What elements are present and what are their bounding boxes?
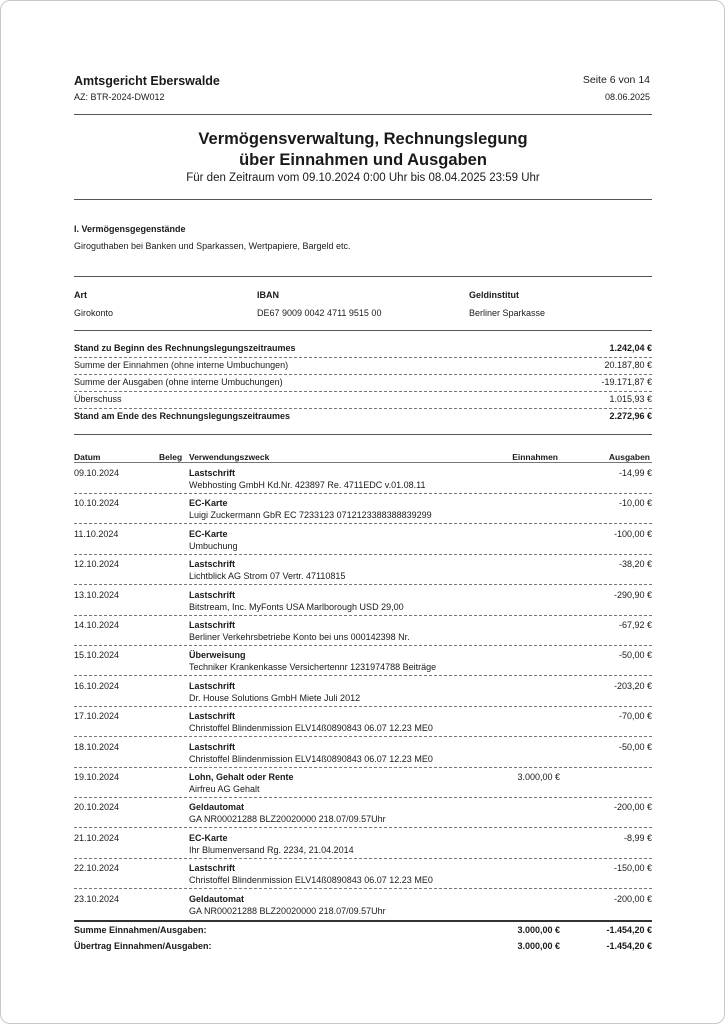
summary-row-income [74, 357, 652, 375]
row-income: 3.000,00 € [517, 772, 560, 782]
row-type: Lastschrift [189, 468, 236, 478]
table-row [74, 858, 652, 889]
row-description: Luigi Zuckermann GbR EC 7233123 0712123388388839299 [189, 510, 432, 521]
summary-row-opening [74, 340, 652, 358]
row-date: 16.10.2024 [74, 680, 120, 691]
row-expense: -200,00 € [613, 893, 652, 904]
row-expense: -50,00 € [618, 741, 652, 752]
row-expense: -50,00 € [618, 650, 652, 661]
table-row [74, 706, 652, 737]
table-row [74, 585, 652, 616]
row-type: EC-Karte [189, 498, 228, 509]
row-type: Lastschrift [189, 559, 236, 570]
col-header-purpose: Verwendungszweck [189, 452, 270, 462]
totals-income: 3.000,00 € [517, 941, 560, 951]
row-date: 09.10.2024 [74, 468, 120, 478]
row-type: Lastschrift [189, 741, 236, 752]
col-header-income: Einnahmen [512, 452, 558, 462]
row-description: Berliner Verkehrsbetriebe Konto bei uns 000142398 Nr. [189, 632, 410, 642]
row-description: GA NR00021288 BLZ20020000 218.07/09.57Uhr [189, 814, 386, 825]
case-number: AZ: BTR-2024-DW012 [74, 92, 165, 102]
row-date: 15.10.2024 [74, 650, 120, 661]
period-subtitle: Für den Zeitraum vom 09.10.2024 0:00 Uhr bis 08.04.2025 23:59 Uhr [186, 172, 540, 184]
table-divider-top [74, 434, 652, 435]
title-line-1: Vermögensverwaltung, Rechnungslegung [198, 130, 528, 148]
totals-expense: -1.454,20 € [606, 941, 652, 951]
totals-row-sum [74, 921, 652, 938]
table-row [74, 463, 652, 494]
account-type-label: Art [74, 290, 87, 300]
row-date: 18.10.2024 [74, 741, 120, 752]
row-description: Dr. House Solutions GmbH Miete Juli 2012 [189, 692, 361, 703]
table-row [74, 676, 652, 707]
row-type: Geldautomat [189, 802, 245, 813]
row-expense: -150,00 € [613, 863, 652, 874]
row-date: 19.10.2024 [74, 772, 120, 782]
row-date: 11.10.2024 [74, 528, 119, 539]
row-description: Christoffel Blindenmission ELV14ß0890843 06.07 12.23 ME0 [189, 875, 433, 886]
table-row [74, 645, 652, 676]
row-description: Lichtblick AG Strom 07 Vertr. 47110815 [189, 571, 346, 582]
row-type: Geldautomat [189, 893, 245, 904]
court-name: Amtsgericht Eberswalde [74, 74, 220, 88]
row-type: Lohn, Gehalt oder Rente [189, 772, 294, 782]
row-description: Christoffel Blindenmission ELV14ß0890843 06.07 12.23 ME0 [189, 723, 433, 734]
summary-label: Überschuss [74, 394, 122, 404]
row-expense: -8,99 € [623, 832, 652, 843]
summary-value: -19.171,87 € [601, 377, 652, 387]
row-description: GA NR00021288 BLZ20020000 218.07/09.57Uhr [189, 905, 386, 916]
row-description: Airfreu AG Gehalt [189, 784, 260, 794]
summary-label: Stand zu Beginn des Rechnungslegungszeitraumes [74, 343, 296, 353]
summary-value: 1.015,93 € [609, 394, 652, 404]
bank-label: Geldinstitut [469, 290, 519, 300]
row-description: Webhosting GmbH Kd.Nr. 423897 Re. 4711EDC v.01.08.11 [189, 480, 426, 490]
row-date: 10.10.2024 [74, 498, 120, 509]
account-type-value: Girokonto [74, 308, 114, 318]
iban-value: DE67 9009 0042 4711 9515 00 [257, 308, 382, 318]
row-expense: -14,99 € [618, 468, 652, 478]
document-date: 08.06.2025 [604, 92, 650, 102]
header-divider [74, 114, 652, 115]
row-expense: -10,00 € [618, 498, 652, 509]
row-type: Lastschrift [189, 711, 236, 722]
page-number: Seite 6 von 14 [582, 74, 650, 86]
table-row [74, 828, 652, 859]
totals-expense: -1.454,20 € [606, 925, 652, 935]
row-date: 17.10.2024 [74, 711, 120, 722]
row-date: 23.10.2024 [74, 893, 120, 904]
row-description: Ihr Blumenversand Rg. 2234, 21.04.2014 [189, 844, 354, 855]
title-line-2: über Einnahmen und Ausgaben [239, 151, 487, 169]
totals-income: 3.000,00 € [517, 925, 560, 935]
row-type: Lastschrift [189, 620, 236, 630]
row-date: 14.10.2024 [74, 620, 120, 630]
summary-row-expense [74, 374, 652, 392]
account-divider-top [74, 276, 652, 277]
table-row [74, 767, 652, 798]
section-heading: I. Vermögensgegenstände [74, 224, 186, 234]
table-row [74, 524, 652, 555]
table-row [74, 554, 652, 585]
row-description: Christoffel Blindenmission ELV14ß0890843 06.07 12.23 ME0 [189, 753, 433, 764]
summary-row-closing [74, 408, 652, 425]
row-type: Lastschrift [189, 863, 236, 874]
row-date: 21.10.2024 [74, 832, 120, 843]
totals-row-carryover [74, 937, 652, 954]
row-expense: -200,00 € [613, 802, 652, 813]
row-expense: -38,20 € [618, 559, 652, 570]
col-header-date: Datum [74, 452, 101, 462]
summary-value: 1.242,04 € [609, 343, 652, 353]
summary-divider-top [74, 330, 652, 331]
row-description: Techniker Krankenkasse Versichertennr 1231974788 Beiträge [189, 662, 437, 673]
table-row [74, 493, 652, 524]
col-header-receipt: Beleg [159, 452, 183, 462]
totals-label: Summe Einnahmen/Ausgaben: [74, 925, 207, 935]
table-row [74, 737, 652, 768]
row-date: 22.10.2024 [74, 863, 120, 874]
table-row [74, 889, 652, 919]
title-divider [74, 199, 652, 200]
row-expense: -70,00 € [618, 711, 652, 722]
row-type: EC-Karte [189, 832, 228, 843]
table-row [74, 797, 652, 828]
row-type: Lastschrift [189, 589, 236, 600]
row-expense: -67,92 € [618, 620, 652, 630]
summary-label: Summe der Einnahmen (ohne interne Umbuchungen) [74, 360, 289, 370]
row-expense: -203,20 € [613, 680, 652, 691]
row-description: Umbuchung [189, 540, 238, 551]
row-date: 13.10.2024 [74, 589, 120, 600]
table-row [74, 615, 652, 646]
row-type: Lastschrift [189, 680, 236, 691]
iban-label: IBAN [257, 290, 279, 300]
document-title [74, 129, 652, 171]
row-type: EC-Karte [189, 528, 228, 539]
summary-value: 2.272,96 € [609, 411, 652, 421]
row-date: 12.10.2024 [74, 559, 120, 570]
totals-label: Übertrag Einnahmen/Ausgaben: [74, 941, 212, 951]
summary-row-surplus [74, 391, 652, 409]
row-expense: -100,00 € [613, 528, 652, 539]
summary-label: Stand am Ende des Rechnungslegungszeitraumes [74, 411, 291, 421]
row-expense: -290,90 € [613, 589, 652, 600]
row-description: Bitstream, Inc. MyFonts USA Marlborough USD 29,00 [189, 601, 404, 612]
col-header-expense: Ausgaben [608, 452, 650, 462]
summary-label: Summe der Ausgaben (ohne interne Umbuchungen) [74, 377, 283, 387]
bank-value: Berliner Sparkasse [469, 308, 546, 318]
summary-value: 20.187,80 € [604, 360, 652, 370]
section-subheading: Giroguthaben bei Banken und Sparkassen, Wertpapiere, Bargeld etc. [74, 241, 351, 251]
row-type: Überweisung [189, 650, 246, 661]
row-date: 20.10.2024 [74, 802, 120, 813]
